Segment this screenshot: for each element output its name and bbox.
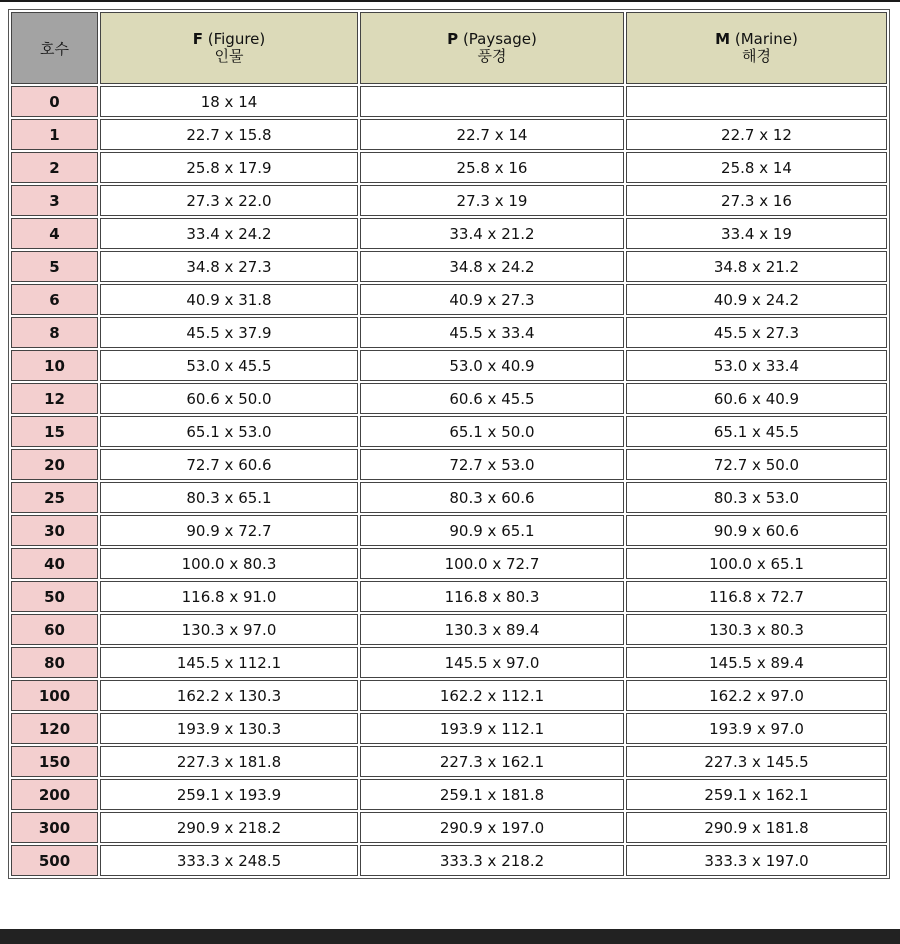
table-row bbox=[11, 119, 887, 150]
header-number-label: 호수 bbox=[11, 12, 98, 84]
marine-size-cell: 259.1 x 162.1 bbox=[626, 779, 887, 810]
paysage-code: P bbox=[447, 30, 459, 48]
marine-size-cell: 27.3 x 16 bbox=[626, 185, 887, 216]
header-marine bbox=[626, 12, 887, 84]
paysage-size-cell: 34.8 x 24.2 bbox=[360, 251, 624, 282]
marine-size-cell: 333.3 x 197.0 bbox=[626, 845, 887, 876]
figure-size-cell: 145.5 x 112.1 bbox=[100, 647, 358, 678]
paysage-size-cell: 27.3 x 19 bbox=[360, 185, 624, 216]
marine-size-cell: 116.8 x 72.7 bbox=[626, 581, 887, 612]
marine-size-cell: 53.0 x 33.4 bbox=[626, 350, 887, 381]
paysage-size-cell: 80.3 x 60.6 bbox=[360, 482, 624, 513]
bottom-border bbox=[0, 929, 900, 944]
table-row bbox=[11, 515, 887, 546]
figure-size-cell: 72.7 x 60.6 bbox=[100, 449, 358, 480]
table-row bbox=[11, 449, 887, 480]
table-row bbox=[11, 317, 887, 348]
paysage-size-cell: 53.0 x 40.9 bbox=[360, 350, 624, 381]
row-number-cell: 500 bbox=[11, 845, 98, 876]
marine-size-cell: 290.9 x 181.8 bbox=[626, 812, 887, 843]
table-row bbox=[11, 350, 887, 381]
paysage-size-cell: 116.8 x 80.3 bbox=[360, 581, 624, 612]
paysage-name-en: (Paysage) bbox=[462, 30, 537, 48]
row-number-cell: 50 bbox=[11, 581, 98, 612]
row-number-cell: 4 bbox=[11, 218, 98, 249]
table-row bbox=[11, 251, 887, 282]
marine-size-cell: 22.7 x 12 bbox=[626, 119, 887, 150]
paysage-size-cell: 130.3 x 89.4 bbox=[360, 614, 624, 645]
figure-size-cell: 130.3 x 97.0 bbox=[100, 614, 358, 645]
figure-size-cell: 116.8 x 91.0 bbox=[100, 581, 358, 612]
row-number-cell: 60 bbox=[11, 614, 98, 645]
marine-size-cell: 130.3 x 80.3 bbox=[626, 614, 887, 645]
marine-size-cell: 40.9 x 24.2 bbox=[626, 284, 887, 315]
marine-size-cell: 60.6 x 40.9 bbox=[626, 383, 887, 414]
table-row bbox=[11, 152, 887, 183]
header-row bbox=[11, 12, 887, 84]
paysage-size-cell bbox=[360, 86, 624, 117]
paysage-name-ko: 풍경 bbox=[477, 47, 507, 65]
table-row bbox=[11, 548, 887, 579]
table-row bbox=[11, 647, 887, 678]
table-row bbox=[11, 680, 887, 711]
paysage-size-cell: 72.7 x 53.0 bbox=[360, 449, 624, 480]
marine-code: M bbox=[715, 30, 731, 48]
paysage-size-cell: 100.0 x 72.7 bbox=[360, 548, 624, 579]
marine-size-cell: 65.1 x 45.5 bbox=[626, 416, 887, 447]
canvas-size-table bbox=[8, 9, 890, 879]
paysage-size-cell: 193.9 x 112.1 bbox=[360, 713, 624, 744]
marine-size-cell: 33.4 x 19 bbox=[626, 218, 887, 249]
figure-size-cell: 162.2 x 130.3 bbox=[100, 680, 358, 711]
marine-size-cell: 45.5 x 27.3 bbox=[626, 317, 887, 348]
table-row bbox=[11, 614, 887, 645]
paysage-size-cell: 145.5 x 97.0 bbox=[360, 647, 624, 678]
row-number-cell: 0 bbox=[11, 86, 98, 117]
marine-size-cell: 25.8 x 14 bbox=[626, 152, 887, 183]
paysage-size-cell: 22.7 x 14 bbox=[360, 119, 624, 150]
paysage-size-cell: 65.1 x 50.0 bbox=[360, 416, 624, 447]
row-number-cell: 10 bbox=[11, 350, 98, 381]
marine-name-ko: 해경 bbox=[742, 47, 771, 65]
marine-size-cell bbox=[626, 86, 887, 117]
marine-size-cell: 145.5 x 89.4 bbox=[626, 647, 887, 678]
top-border bbox=[0, 0, 900, 2]
row-number-cell: 300 bbox=[11, 812, 98, 843]
marine-size-cell: 100.0 x 65.1 bbox=[626, 548, 887, 579]
figure-code: F bbox=[192, 30, 203, 48]
paysage-size-cell: 333.3 x 218.2 bbox=[360, 845, 624, 876]
table-row bbox=[11, 185, 887, 216]
table-row bbox=[11, 746, 887, 777]
row-number-cell: 120 bbox=[11, 713, 98, 744]
table-row bbox=[11, 845, 887, 876]
row-number-cell: 100 bbox=[11, 680, 98, 711]
table-row bbox=[11, 779, 887, 810]
row-number-cell: 40 bbox=[11, 548, 98, 579]
row-number-cell: 200 bbox=[11, 779, 98, 810]
table-row bbox=[11, 581, 887, 612]
figure-size-cell: 193.9 x 130.3 bbox=[100, 713, 358, 744]
figure-name-en: (Figure) bbox=[207, 30, 266, 48]
table-row bbox=[11, 713, 887, 744]
row-number-cell: 1 bbox=[11, 119, 98, 150]
paysage-size-cell: 162.2 x 112.1 bbox=[360, 680, 624, 711]
marine-size-cell: 80.3 x 53.0 bbox=[626, 482, 887, 513]
row-number-cell: 80 bbox=[11, 647, 98, 678]
table-row bbox=[11, 482, 887, 513]
table-row bbox=[11, 416, 887, 447]
table-row bbox=[11, 812, 887, 843]
marine-size-cell: 193.9 x 97.0 bbox=[626, 713, 887, 744]
row-number-cell: 2 bbox=[11, 152, 98, 183]
row-number-cell: 30 bbox=[11, 515, 98, 546]
row-number-cell: 150 bbox=[11, 746, 98, 777]
figure-size-cell: 333.3 x 248.5 bbox=[100, 845, 358, 876]
figure-size-cell: 259.1 x 193.9 bbox=[100, 779, 358, 810]
marine-size-cell: 90.9 x 60.6 bbox=[626, 515, 887, 546]
paysage-size-cell: 45.5 x 33.4 bbox=[360, 317, 624, 348]
marine-size-cell: 162.2 x 97.0 bbox=[626, 680, 887, 711]
row-number-cell: 6 bbox=[11, 284, 98, 315]
figure-size-cell: 100.0 x 80.3 bbox=[100, 548, 358, 579]
paysage-size-cell: 33.4 x 21.2 bbox=[360, 218, 624, 249]
paysage-size-cell: 60.6 x 45.5 bbox=[360, 383, 624, 414]
header-figure bbox=[100, 12, 358, 84]
figure-size-cell: 22.7 x 15.8 bbox=[100, 119, 358, 150]
paysage-size-cell: 90.9 x 65.1 bbox=[360, 515, 624, 546]
figure-size-cell: 27.3 x 22.0 bbox=[100, 185, 358, 216]
figure-size-cell: 45.5 x 37.9 bbox=[100, 317, 358, 348]
marine-name-en: (Marine) bbox=[734, 30, 798, 48]
figure-size-cell: 40.9 x 31.8 bbox=[100, 284, 358, 315]
paysage-size-cell: 40.9 x 27.3 bbox=[360, 284, 624, 315]
table-row bbox=[11, 86, 887, 117]
figure-name-ko: 인물 bbox=[214, 47, 244, 65]
figure-size-cell: 80.3 x 65.1 bbox=[100, 482, 358, 513]
row-number-cell: 3 bbox=[11, 185, 98, 216]
table-row bbox=[11, 218, 887, 249]
table-row bbox=[11, 284, 887, 315]
figure-size-cell: 290.9 x 218.2 bbox=[100, 812, 358, 843]
figure-size-cell: 90.9 x 72.7 bbox=[100, 515, 358, 546]
header-paysage bbox=[360, 12, 624, 84]
marine-size-cell: 227.3 x 145.5 bbox=[626, 746, 887, 777]
table-row bbox=[11, 383, 887, 414]
row-number-cell: 20 bbox=[11, 449, 98, 480]
canvas-size-table-container bbox=[8, 9, 890, 879]
figure-size-cell: 227.3 x 181.8 bbox=[100, 746, 358, 777]
row-number-cell: 12 bbox=[11, 383, 98, 414]
figure-size-cell: 65.1 x 53.0 bbox=[100, 416, 358, 447]
figure-size-cell: 34.8 x 27.3 bbox=[100, 251, 358, 282]
paysage-size-cell: 227.3 x 162.1 bbox=[360, 746, 624, 777]
figure-size-cell: 53.0 x 45.5 bbox=[100, 350, 358, 381]
row-number-cell: 5 bbox=[11, 251, 98, 282]
figure-size-cell: 18 x 14 bbox=[100, 86, 358, 117]
paysage-size-cell: 25.8 x 16 bbox=[360, 152, 624, 183]
row-number-cell: 8 bbox=[11, 317, 98, 348]
figure-size-cell: 25.8 x 17.9 bbox=[100, 152, 358, 183]
figure-size-cell: 60.6 x 50.0 bbox=[100, 383, 358, 414]
figure-size-cell: 33.4 x 24.2 bbox=[100, 218, 358, 249]
paysage-size-cell: 290.9 x 197.0 bbox=[360, 812, 624, 843]
marine-size-cell: 34.8 x 21.2 bbox=[626, 251, 887, 282]
row-number-cell: 15 bbox=[11, 416, 98, 447]
table-body bbox=[11, 86, 887, 876]
row-number-cell: 25 bbox=[11, 482, 98, 513]
marine-size-cell: 72.7 x 50.0 bbox=[626, 449, 887, 480]
paysage-size-cell: 259.1 x 181.8 bbox=[360, 779, 624, 810]
